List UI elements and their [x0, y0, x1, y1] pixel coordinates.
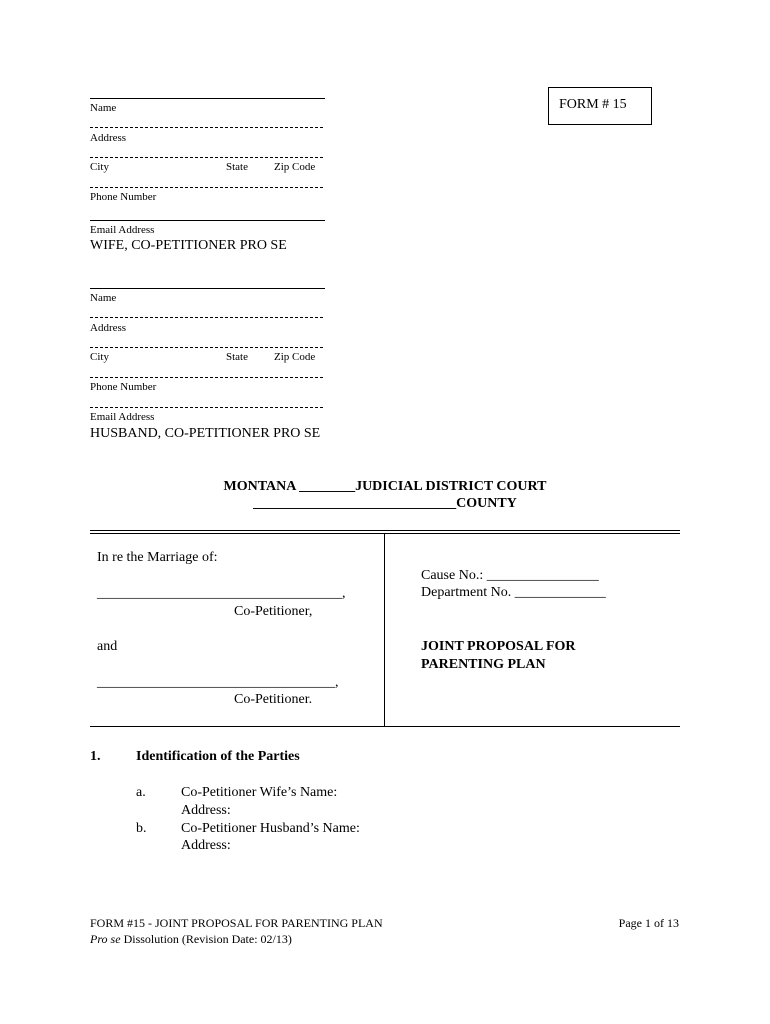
husband-name-item: Co-Petitioner Husband’s Name: — [181, 821, 360, 836]
footer-dissolution: Dissolution (Revision Date: 02/13) — [120, 932, 292, 946]
husband-state-label: State — [226, 351, 248, 363]
caption-divider — [384, 534, 385, 727]
caption-bottom-rule — [90, 726, 680, 727]
husband-address-line[interactable] — [90, 317, 323, 318]
wife-email-line[interactable] — [90, 220, 325, 221]
husband-role-label: HUSBAND, CO-PETITIONER PRO SE — [90, 426, 321, 441]
husband-email-line[interactable] — [90, 407, 323, 408]
wife-phone-line[interactable] — [90, 187, 323, 188]
document-title-line2: PARENTING PLAN — [421, 657, 546, 672]
husband-city-line[interactable] — [90, 347, 323, 348]
husband-address-item: Address: — [181, 838, 231, 853]
husband-phone-label: Phone Number — [90, 381, 157, 393]
section-1-heading: Identification of the Parties — [136, 749, 300, 764]
caption-top-rule — [90, 530, 680, 531]
wife-address-item: Address: — [181, 803, 231, 818]
form-number: FORM # 15 — [559, 97, 627, 112]
wife-name-line[interactable] — [90, 98, 325, 99]
wife-city-label: City — [90, 161, 109, 173]
wife-role-label: WIFE, CO-PETITIONER PRO SE — [90, 238, 287, 253]
co-petitioner-2-label: Co-Petitioner. — [234, 692, 313, 707]
caption-top-rule-2 — [90, 533, 680, 534]
wife-phone-label: Phone Number — [90, 191, 157, 203]
wife-email-label: Email Address — [90, 224, 155, 236]
husband-address-label: Address — [90, 322, 127, 334]
co-petitioner-1-label: Co-Petitioner, — [234, 604, 313, 619]
footer-revision — [90, 932, 292, 946]
wife-address-line[interactable] — [90, 127, 323, 128]
wife-state-label: State — [226, 161, 248, 173]
in-re-label: In re the Marriage of: — [97, 550, 218, 565]
item-a-label: a. — [136, 785, 146, 800]
and-label: and — [97, 639, 118, 654]
husband-name-label: Name — [90, 292, 117, 304]
footer-page-number: Page 1 of 13 — [618, 916, 679, 930]
husband-name-line[interactable] — [90, 288, 325, 289]
husband-email-label: Email Address — [90, 411, 155, 423]
section-1-number: 1. — [90, 749, 101, 764]
wife-address-label: Address — [90, 132, 127, 144]
husband-zip-label: Zip Code — [274, 351, 316, 363]
husband-city-label: City — [90, 351, 109, 363]
wife-city-line[interactable] — [90, 157, 323, 158]
husband-phone-line[interactable] — [90, 377, 323, 378]
wife-name-item: Co-Petitioner Wife’s Name: — [181, 785, 338, 800]
form-number-box — [548, 87, 652, 125]
document-title-line1: JOINT PROPOSAL FOR — [421, 639, 576, 654]
court-heading-line1: MONTANA ________JUDICIAL DISTRICT COURT — [223, 479, 547, 494]
court-heading-line2: _____________________________COUNTY — [253, 496, 517, 511]
cause-number-field[interactable]: Cause No.: ________________ — [421, 568, 599, 583]
department-number-field[interactable]: Department No. _____________ — [421, 585, 606, 600]
item-b-label: b. — [136, 821, 147, 836]
footer-form-title: FORM #15 - JOINT PROPOSAL FOR PARENTING PLAN — [90, 916, 383, 930]
co-petitioner-1-blank[interactable]: ___________________________________, — [97, 586, 346, 601]
footer-pro-se: Pro se — [90, 932, 121, 946]
co-petitioner-2-blank[interactable]: __________________________________, — [97, 675, 339, 690]
wife-name-label: Name — [90, 102, 117, 114]
wife-zip-label: Zip Code — [274, 161, 316, 173]
